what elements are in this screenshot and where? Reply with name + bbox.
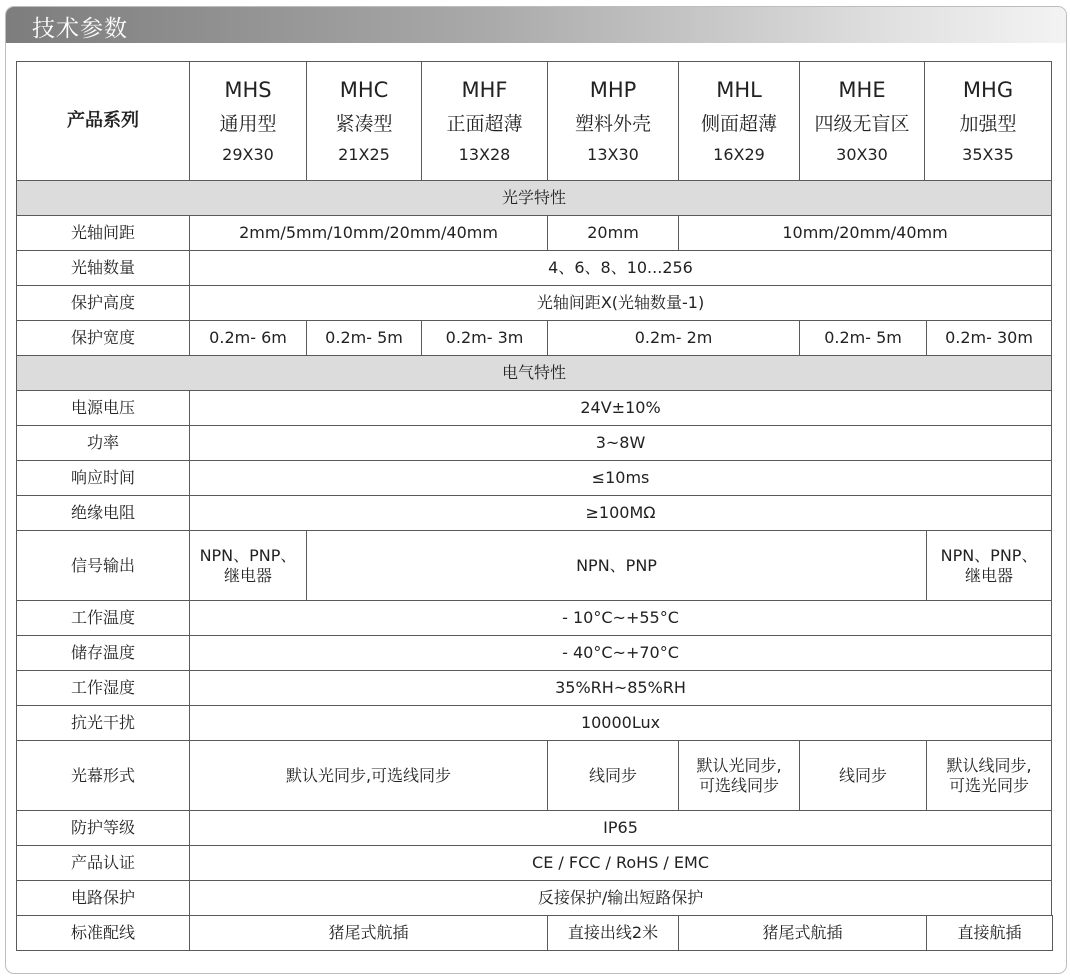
cell-value: - 10°C~+55°C [190, 601, 1052, 636]
cell-value: NPN、PNP [307, 531, 927, 601]
model-type: 紧凑型 [335, 113, 393, 135]
row-protect-height [17, 286, 1053, 321]
cell-value: 4、6、8、10...256 [190, 251, 1052, 286]
row-label: 电路保护 [17, 881, 190, 916]
model-type: 侧面超薄 [701, 113, 778, 135]
row-label: 防护等级 [17, 811, 190, 846]
row-label: 抗光干扰 [17, 706, 190, 741]
model-code: MHC [339, 78, 389, 102]
section-row-optical [17, 181, 1053, 216]
model-type: 四级无盲区 [814, 113, 910, 135]
cell-line: 默认光同步, [696, 756, 782, 776]
model-size: 29X30 [222, 145, 274, 164]
model-type: 加强型 [959, 113, 1017, 135]
cell-value: 反接保护/输出短路保护 [190, 881, 1052, 916]
cell-value: 默认光同步,可选线同步 [190, 741, 548, 811]
row-store-temp [17, 636, 1053, 671]
cell-value: 0.2m- 30m [927, 321, 1052, 356]
model-size: 13X28 [458, 145, 511, 164]
model-type: 正面超薄 [446, 113, 523, 135]
row-axis-spacing [17, 216, 1053, 251]
row-label: 绝缘电阻 [17, 496, 190, 531]
row-power [17, 426, 1053, 461]
section-title: 电气特性 [17, 356, 1052, 391]
series-label-cell [17, 62, 190, 181]
model-size: 30X30 [836, 145, 888, 164]
model-size: 16X29 [713, 145, 765, 164]
row-label: 储存温度 [17, 636, 190, 671]
cell-value: 0.2m- 6m [190, 321, 307, 356]
cell-value: 直接出线2米 [548, 916, 679, 951]
model-code: MHL [716, 78, 762, 102]
model-code: MHE [838, 78, 886, 102]
row-protection-grade [17, 811, 1053, 846]
cell-line: 可选线同步 [699, 775, 780, 795]
row-curtain [17, 741, 1053, 811]
row-anti-light [17, 706, 1053, 741]
cell-value: 35%RH~85%RH [190, 671, 1052, 706]
model-code: MHP [589, 78, 637, 102]
cell-value [927, 531, 1052, 601]
cell-value [679, 741, 800, 811]
cell-value: 直接航插 [927, 916, 1053, 951]
model-cell-mhl [679, 62, 800, 181]
cell-value: 猪尾式航插 [679, 916, 927, 951]
model-cell-mhc [307, 62, 422, 181]
model-code: MHG [962, 78, 1014, 102]
row-label: 产品认证 [17, 846, 190, 881]
cell-line: NPN、PNP、 [199, 546, 297, 566]
model-code: MHF [461, 78, 508, 102]
cell-line: 可选光同步 [949, 775, 1030, 795]
row-humidity [17, 671, 1053, 706]
row-label: 保护高度 [17, 286, 190, 321]
row-label: 功率 [17, 426, 190, 461]
model-size: 35X35 [962, 145, 1014, 164]
cell-line: NPN、PNP、 [940, 546, 1038, 566]
cell-value: 10000Lux [190, 706, 1052, 741]
cell-value: 0.2m- 2m [548, 321, 800, 356]
cell-value: 20mm [548, 216, 679, 251]
cell-value: 0.2m- 5m [800, 321, 927, 356]
cell-value: ≤10ms [190, 461, 1052, 496]
cell-value: 光轴间距X(光轴数量-1) [190, 286, 1052, 321]
spec-table [16, 61, 1053, 951]
row-label: 信号输出 [17, 531, 190, 601]
model-size: 13X30 [587, 145, 639, 164]
row-label: 光幕形式 [17, 741, 190, 811]
cell-value: 线同步 [800, 741, 927, 811]
cell-line: 继电器 [223, 565, 272, 585]
row-label: 保护宽度 [17, 321, 190, 356]
row-label: 光轴间距 [17, 216, 190, 251]
model-cell-mhp [548, 62, 679, 181]
header-title: 技术参数 [32, 16, 128, 42]
cell-value: 0.2m- 5m [307, 321, 422, 356]
row-axis-count [17, 251, 1053, 286]
cell-value: 10mm/20mm/40mm [679, 216, 1052, 251]
row-label: 工作温度 [17, 601, 190, 636]
row-work-temp [17, 601, 1053, 636]
row-insulation [17, 496, 1053, 531]
row-voltage [17, 391, 1053, 426]
row-signal [17, 531, 1053, 601]
series-label: 产品系列 [67, 110, 139, 132]
cell-value: - 40°C~+70°C [190, 636, 1052, 671]
cell-value: 2mm/5mm/10mm/20mm/40mm [190, 216, 548, 251]
model-cell-mhs [190, 62, 307, 181]
row-label: 光轴数量 [17, 251, 190, 286]
cell-value [190, 531, 307, 601]
cell-value: 猪尾式航插 [190, 916, 548, 951]
model-type: 塑料外壳 [575, 113, 652, 135]
section-row-electrical [17, 356, 1053, 391]
cell-value: ≥100MΩ [190, 496, 1052, 531]
cell-value: 0.2m- 3m [422, 321, 548, 356]
row-label: 工作湿度 [17, 671, 190, 706]
section-title: 光学特性 [17, 181, 1052, 216]
spec-card [5, 6, 1067, 974]
row-certification [17, 846, 1053, 881]
section-header [6, 7, 1066, 43]
row-label: 标准配线 [17, 916, 190, 951]
model-cell-mhf [422, 62, 548, 181]
model-header-row [17, 62, 1053, 181]
cell-value: IP65 [190, 811, 1052, 846]
model-cell-mhe [800, 62, 925, 181]
row-response [17, 461, 1053, 496]
model-cell-mhg [925, 62, 1052, 181]
cell-value: CE / FCC / RoHS / EMC [190, 846, 1052, 881]
row-protect-width [17, 321, 1053, 356]
cell-line: 默认线同步, [946, 756, 1032, 776]
model-type: 通用型 [219, 113, 277, 135]
model-size: 21X25 [338, 145, 390, 164]
cell-value: 3~8W [190, 426, 1052, 461]
cell-value: 24V±10% [190, 391, 1052, 426]
cell-value: 线同步 [548, 741, 679, 811]
row-wiring [17, 916, 1053, 951]
row-label: 响应时间 [17, 461, 190, 496]
row-circuit [17, 881, 1053, 916]
cell-value [927, 741, 1052, 811]
row-label: 电源电压 [17, 391, 190, 426]
cell-line: 继电器 [965, 565, 1014, 585]
model-code: MHS [224, 78, 272, 102]
